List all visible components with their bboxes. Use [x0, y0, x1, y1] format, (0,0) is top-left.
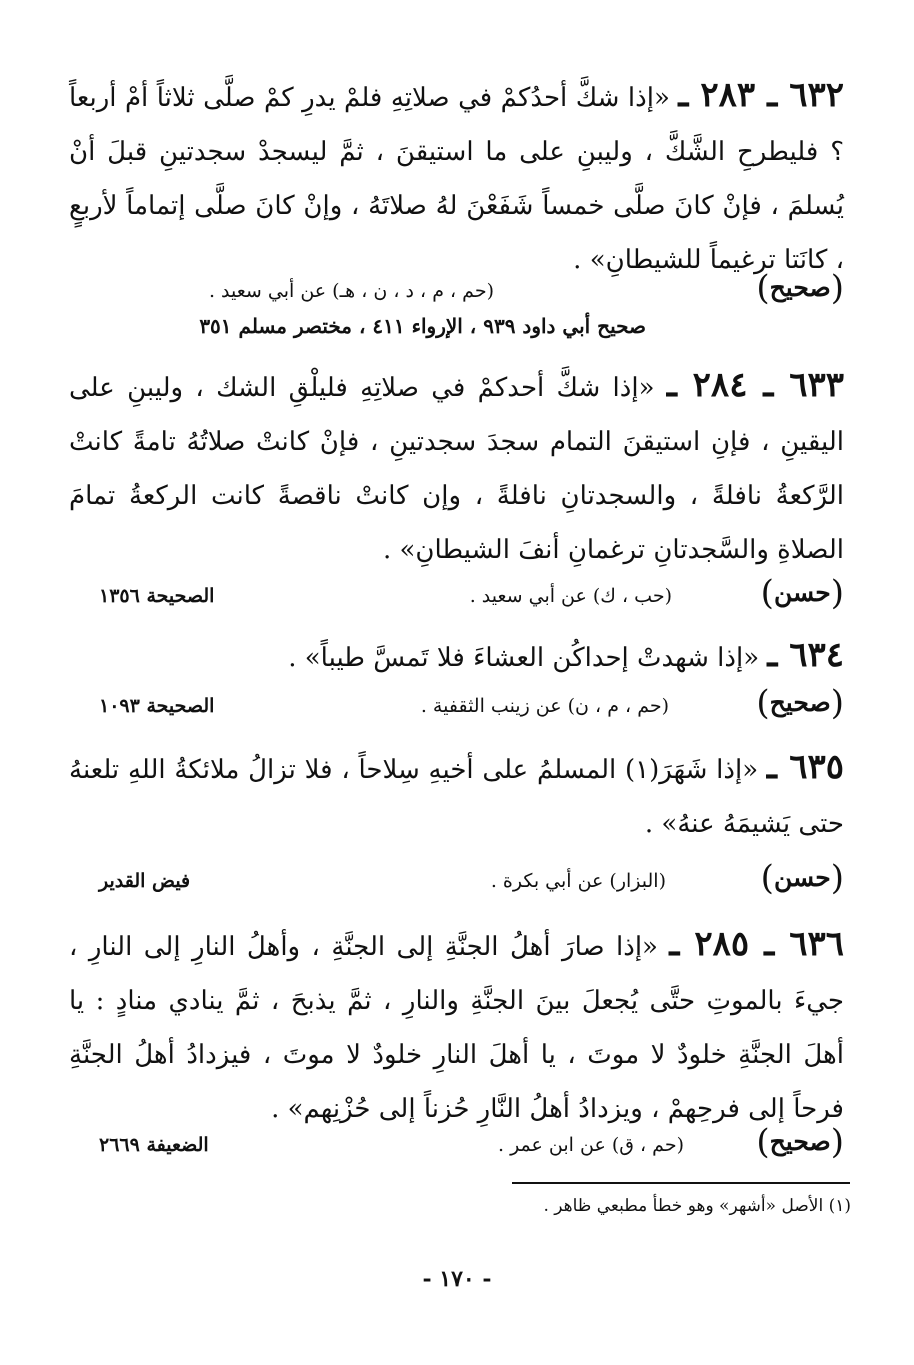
hadith-636	[69, 917, 844, 1136]
hadith-number: ٦٣٣ ـ ٢٨٤ ـ	[666, 365, 844, 405]
reference: الصحيحة ١٠٩٣	[99, 695, 215, 717]
hadith-body: «إذا شَهَرَ(١) المسلمُ على أخيهِ سِلاحاً ، فلا تزالُ ملائكةُ اللهِ تلعنهُ حتى يَشيمَهُ عنهُ» .	[69, 755, 844, 839]
page-number: - ١٧٠ -	[422, 1266, 492, 1292]
hadith-number: ٦٣٤ ـ	[767, 635, 844, 675]
reference-line: صحيح أبي داود ٩٣٩ ، الإرواء ٤١١ ، مختصر مسلم ٣٥١	[199, 314, 646, 338]
hadith-meta	[64, 573, 844, 613]
grade-label: (حسن)	[760, 573, 844, 613]
footnote-divider	[512, 1182, 850, 1184]
hadith-meta	[64, 683, 844, 723]
hadith-number: ٦٣٥ ـ	[766, 747, 844, 787]
source-citation: (البزار) عن أبي بكرة .	[490, 870, 666, 892]
reference: الضعيفة ٢٦٦٩	[99, 1134, 209, 1156]
source-citation: (حب ، ك) عن أبي سعيد .	[469, 585, 672, 607]
hadith-634	[69, 628, 844, 685]
source-citation: (حم ، ق) عن ابن عمر .	[497, 1134, 684, 1156]
hadith-633	[69, 358, 844, 577]
hadith-body: «إذا شهدتْ إحداكُن العشاءَ فلا تَمسَّ طيباً» .	[288, 643, 760, 673]
reference: الصحيحة ١٣٥٦	[99, 585, 215, 607]
hadith-body: «إذا شكَّ أحدكمْ في صلاتِهِ فليلْقِ الشك ، وليبنِ على اليقينِ ، فإنِ استيقنَ التمام سجدَ سجدتينِ ، فإنْ كانتْ صلاتُهُ تامةً كانتْ الرَّكعةُ نافلةً ، والسجدتانِ نافلةً ، وإن كانتْ ناقصةً كانت الركعةُ تمامَ الصلاةِ والسَّجدتانِ ترغمانِ أنفَ الشيطانِ» .	[69, 373, 845, 565]
footnote: (١) الأصل «أشهر» وهو خطأ مطبعي ظاهر .	[543, 1196, 851, 1216]
hadith-number: ٦٣٢ ـ ٢٨٣ ـ	[678, 75, 845, 115]
hadith-body: «إذا صارَ أهلُ الجنَّةِ إلى الجنَّةِ ، وأهلُ النارِ إلى النارِ ، جيءَ بالموتِ حتَّى يُجعلَ بينَ الجنَّةِ والنارِ ، ثمَّ يذبحَ ، ثمَّ ينادي منادٍ : يا أهلَ الجنَّةِ خلودٌ لا موتَ ، يا أهلَ النارِ خلودٌ لا موتَ ، فيزدادُ أهلُ الجنَّةِ فرحاً إلى فرحِهمْ ، ويزدادُ أهلُ النَّارِ حُزناً إلى حُزْنِهم» .	[69, 932, 844, 1124]
hadith-meta	[64, 268, 844, 308]
hadith-meta	[64, 1122, 844, 1162]
grade-label: (صحيح)	[756, 268, 844, 308]
hadith-meta	[64, 858, 844, 898]
hadith-635	[69, 740, 844, 851]
hadith-body: «إذا شكَّ أحدُكمْ في صلاتِهِ فلمْ يدرِ كمْ صلَّى ثلاثاً أمْ أربعاً ؟ فليطرحِ الشَّكَّ ، وليبنِ على ما استيقنَ ، ثمَّ ليسجدْ سجدتينِ قبلَ أنْ يُسلمَ ، فإنْ كانَ صلَّى خمساً شَفَعْنَ لهُ صلاتَهُ ، وإنْ كانَ صلَّى إتماماً لأربعٍ ، كانَتا ترغيماً للشيطانِ» .	[69, 83, 844, 275]
hadith-number: ٦٣٦ ـ ٢٨٥ ـ	[669, 924, 844, 964]
reference: فيض القدير	[99, 870, 191, 892]
grade-label: (صحيح)	[756, 1122, 844, 1162]
source-citation: (حم ، م ، د ، ن ، هـ) عن أبي سعيد .	[208, 280, 494, 302]
source-citation: (حم ، م ، ن) عن زينب الثقفية .	[420, 695, 669, 717]
grade-label: (حسن)	[760, 858, 844, 898]
hadith-632	[69, 68, 844, 287]
grade-label: (صحيح)	[756, 683, 844, 723]
